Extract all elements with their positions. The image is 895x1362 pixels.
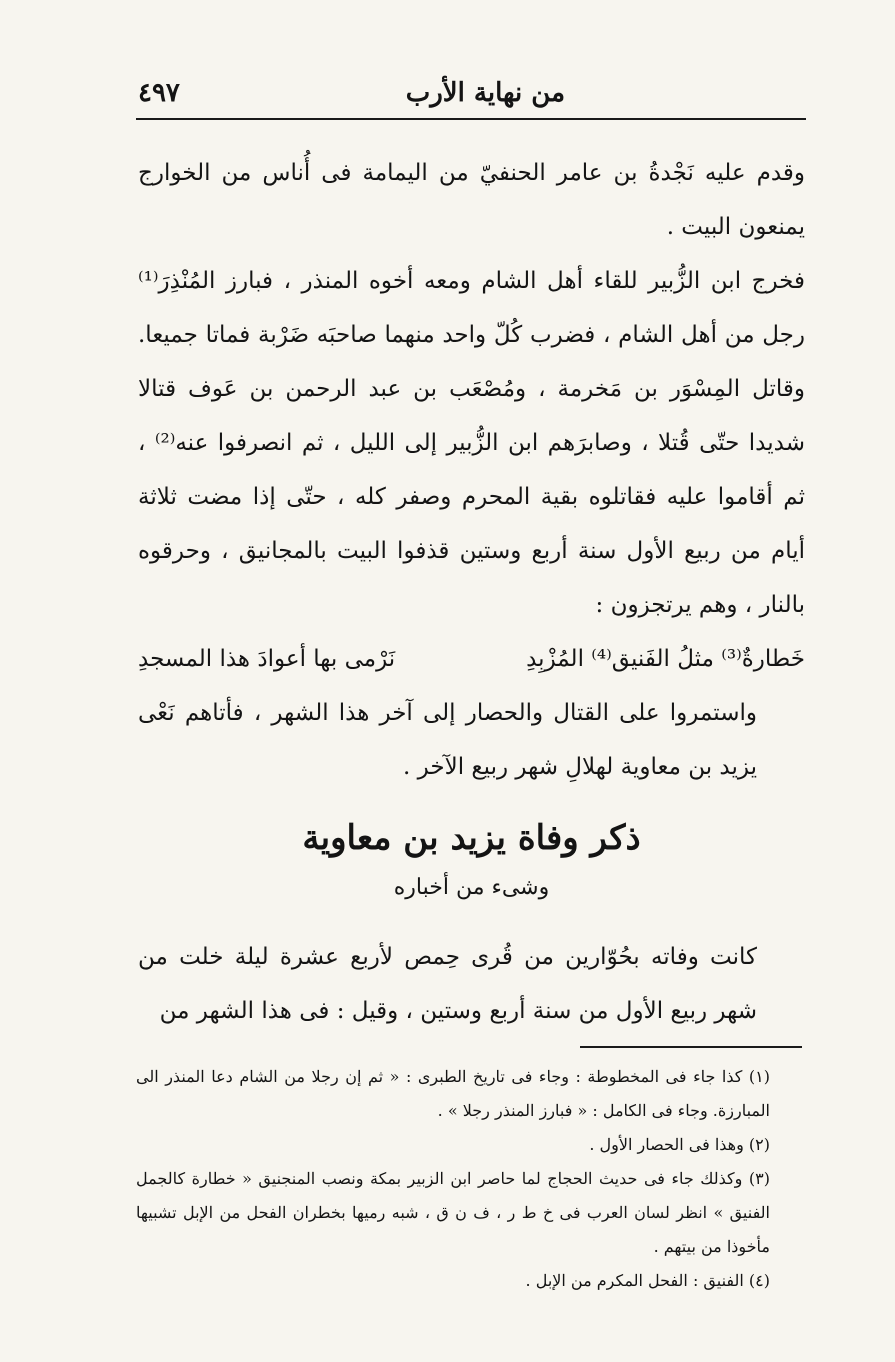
section-subtitle: وشىء من أخباره xyxy=(393,875,550,900)
running-header xyxy=(138,78,805,122)
header-rule xyxy=(136,118,806,120)
verse-hemistich-2: نَرْمى بها أعوادَ هذا المسجدِ xyxy=(138,646,396,672)
running-title: من نهاية الأرب xyxy=(405,78,565,108)
section-paragraph-1: كانت وفاته بحُوّارين من قُرى حِمص لأربع عشرة ليلة خلت من شهر ربيع الأول من سنة أربع وستين ، وقيل : فى هذا الشهر من xyxy=(138,944,757,1024)
main-text xyxy=(138,146,805,794)
verse-hemistich-1: خَطارةٌ⁽³⁾ مثلُ الفَنيق⁽⁴⁾ المُزْبِدِ xyxy=(526,646,805,672)
footnote-rule xyxy=(580,1046,802,1048)
paragraph-1: وقدم عليه نَجْدةُ بن عامر الحنفيّ من اليمامة فى أُناس من الخوارج يمنعون البيت . xyxy=(138,160,805,240)
paragraph-2: فخرج ابن الزُّبير للقاء أهل الشام ومعه أخوه المنذر ، فبارز المُنْذِرَ⁽¹⁾ رجل من أهل الشام ، فضرب كُلّ واحد منهما صاحبَه ضَرْبة فماتا جميعا. وقاتل المِسْوَر بن مَخرمة ، ومُصْعَب بن عبد الرحمن بن عَوف قتالا شديدا حتّى قُتلا ، وصابرَهم ابن الزُّبير إلى الليل ، ثم انصرفوا عنه⁽²⁾ ، ثم أقاموا عليه فقاتلوه بقية المحرم وصفر كله ، حتّى إذا مضت ثلاثة أيام من ربيع الأول سنة أربع وستين قذفوا البيت بالمجانيق ، وحرقوه بالنار ، وهم يرتجزون : xyxy=(138,268,805,618)
verse-line xyxy=(138,632,805,686)
page-number: ٤٩٧ xyxy=(138,78,180,108)
section-text xyxy=(138,930,805,1038)
footnote-3: (٣) وكذلك جاء فى حديث الحجاج لما حاصر ابن الزبير بمكة ونصب المنجنيق « خطارة كالجمل الفنيق » انظر لسان العرب فى خ ط ر ، ف ن ق ، شبه رميها بخطران الفحل من الإبل تشبيها مأخوذا من بيتهم . xyxy=(136,1169,771,1256)
footnote-4: (٤) الفنيق : الفحل المكرم من الإبل . xyxy=(525,1271,770,1290)
footnotes xyxy=(136,1060,806,1298)
paragraph-3: واستمروا على القتال والحصار إلى آخر هذا الشهر ، فأتاهم نَعْى يزيد بن معاوية لهلالِ شهر ربيع الآخر . xyxy=(138,700,757,780)
footnote-1: (١) كذا جاء فى المخطوطة : وجاء فى تاريخ الطبرى : « ثم إن رجلا من الشام دعا المنذر الى المبارزة. وجاء فى الكامل : « فبارز المنذر رجلا » . xyxy=(136,1067,770,1120)
footnote-2: (٢) وهذا فى الحصار الأول . xyxy=(589,1135,770,1154)
section-title: ذكر وفاة يزيد بن معاوية xyxy=(302,818,641,858)
